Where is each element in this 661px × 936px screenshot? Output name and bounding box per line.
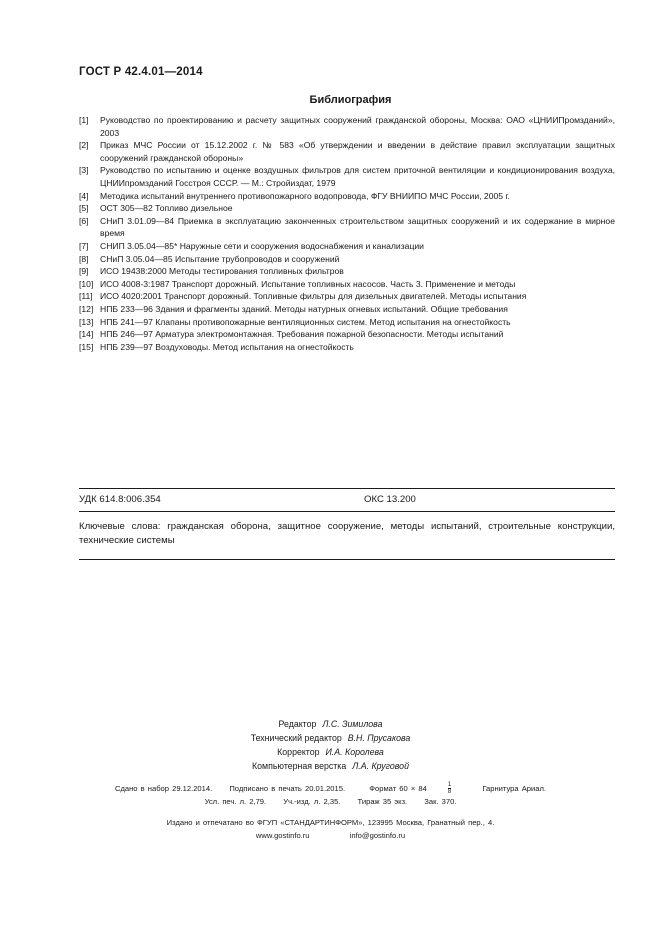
imprint-line-2 [0,797,661,806]
bibliography-item-number: [10] [79,278,94,289]
website-link[interactable]: www.gostinfo.ru [255,831,310,840]
signed-to-print: Подписано в печать 20.01.2015. [229,783,346,793]
bibliography-item-text: СНИП 3.05.04—85* Наружные сети и сооружения водоснабжения и канализации [100,240,424,251]
credit-role: Редактор [278,719,317,729]
divider-bottom [79,559,615,560]
bibliography-item [79,316,615,329]
bibliography-item [79,303,615,316]
circulation: Тираж 35 экз. [357,797,408,806]
bibliography-item [79,164,615,189]
bibliography-item-text: НПБ 233—96 Здания и фрагменты зданий. Методы натурных огневых испытаний. Общие требования [100,303,508,314]
bibliography-item-number: [7] [79,240,89,251]
credit-name: Л.С. Зимилова [322,719,383,729]
fraction-denominator: 8 [447,789,452,795]
keywords: Ключевые слова: гражданская оборона, защитное сооружение, методы испытаний, строительные конструкции, технические системы [79,521,615,546]
bibliography-item-number: [4] [79,190,89,201]
credit-name: И.А. Королева [325,747,384,757]
bibliography-item [79,139,615,164]
bibliography-item-number: [11] [79,291,93,302]
bibliography-item [79,240,615,253]
imprint-line-1 [0,782,661,795]
credits-block [0,717,661,773]
bibliography-item-number: [6] [79,215,89,226]
bibliography-item-text: Методика испытаний внутреннего противопожарного водопровода, ФГУ ВНИИПО МЧС России, 2005 г. [100,190,510,201]
credit-role: Корректор [277,747,320,757]
credit-role: Технический редактор [250,733,342,743]
bibliography-item-text: Руководство по проектированию и расчету защитных сооружений гражданской обороны, Москва: ОАО «ЦНИИПромзданий», 2003 [100,115,615,138]
bibliography-item [79,290,615,303]
credit-line [0,717,661,731]
bibliography-item [79,341,615,354]
udk-code: УДК 614.8:006.354 [79,494,161,505]
bibliography-item [79,328,615,341]
bibliography-item [79,278,615,291]
bibliography-item-number: [8] [79,253,89,264]
bibliography-item-number: [12] [79,303,94,314]
bibliography-item [79,190,615,203]
credit-name: В.Н. Прусакова [347,733,411,743]
oks-code: ОКС 13.200 [364,494,416,505]
bibliography-item-number: [13] [79,316,94,327]
bibliography-item [79,215,615,240]
credit-role: Компьютерная верстка [252,761,347,771]
bibliography-item-text: ИСО 4020:2001 Транспорт дорожный. Топливные фильтры для дизельных двигателей. Методы испытания [100,291,527,302]
credit-line [0,759,661,773]
bibliography-item [79,253,615,266]
bibliography-item-number: [2] [79,140,89,151]
bibliography-item [79,202,615,215]
credit-line [0,745,661,759]
divider-middle [79,511,615,512]
bibliography-item-text: Приказ МЧС России от 15.12.2002 г. № 583 «Об утверждении и введении в действие правил эксплуатации защитных сооружений гражданской обороны» [100,140,615,163]
bibliography-item-text: ИСО 4008-3:1987 Транспорт дорожный. Испытание топливных насосов. Часть 3. Применение и методы [100,278,516,289]
sent-to-set: Сдано в набор 29.12.2014. [114,783,213,793]
bibliography-list [79,114,615,353]
bibliography-item [79,265,615,278]
bibliography-item-number: [15] [79,341,94,352]
contacts [0,831,661,840]
print-format-fraction [441,782,458,795]
bibliography-item-number: [3] [79,165,89,176]
bibliography-item-number: [1] [79,115,89,125]
bibliography-item-text: ОСТ 305—82 Топливо дизельное [100,203,233,214]
bibliography-item-text: СНиП 3.01.09—84 Приемка в эксплуатацию законченных строительством защитных сооружений и их содержание в мирное время [100,215,615,239]
bibliography-item-number: [5] [79,203,89,214]
bibliography-item-number: [9] [79,266,89,277]
credit-name: Л.А. Круговой [352,761,409,771]
bibliography-item-number: [14] [79,329,94,340]
email-link[interactable]: info@gostinfo.ru [349,831,406,840]
divider-top [79,488,615,489]
publisher: Издано и отпечатано во ФГУП «СТАНДАРТИНФОРМ», 123995 Москва, Гранатный пер., 4. [166,818,495,827]
bibliography-title: Библиография [309,94,392,106]
edit-sheets: Уч.-изд. л. 2,35. [283,797,341,806]
fraction-numerator: 1 [447,782,452,788]
bibliography-item-text: СНиП 3.05.04—85 Испытание трубопроводов и сооружений [100,253,340,264]
bibliography-item-text: НПБ 239—97 Воздуховоды. Метод испытания на огнестойкость [100,341,354,352]
bibliography-item-text: Руководство по испытанию и оценке воздушных фильтров для систем приточной вентиляции и кондиционирования воздуха, ЦНИИпромзданий Госстроя СССР. — М.: Стройиздат, 1979 [100,165,615,188]
print-format [362,784,465,793]
print-format-label: Формат 60 × 84 [369,783,427,793]
document-code: ГОСТ Р 42.4.01—2014 [79,66,203,78]
bibliography-item-text: НПБ 241—97 Клапаны противопожарные вентиляционных систем. Метод испытания на огнестойкость [100,316,511,327]
credit-line [0,731,661,745]
bibliography-item [79,114,615,139]
order-number: Зак. 370. [424,797,457,806]
print-sheets: Усл. печ. л. 2,79. [204,797,267,806]
bibliography-item-text: НПБ 246—97 Арматура электромонтажная. Требования пожарной безопасности. Методы испытаний [100,329,504,340]
bibliography-item-text: ИСО 19438:2000 Методы тестирования топливных фильтров [100,266,344,277]
typeface: Гарнитура Ариал. [482,783,547,793]
